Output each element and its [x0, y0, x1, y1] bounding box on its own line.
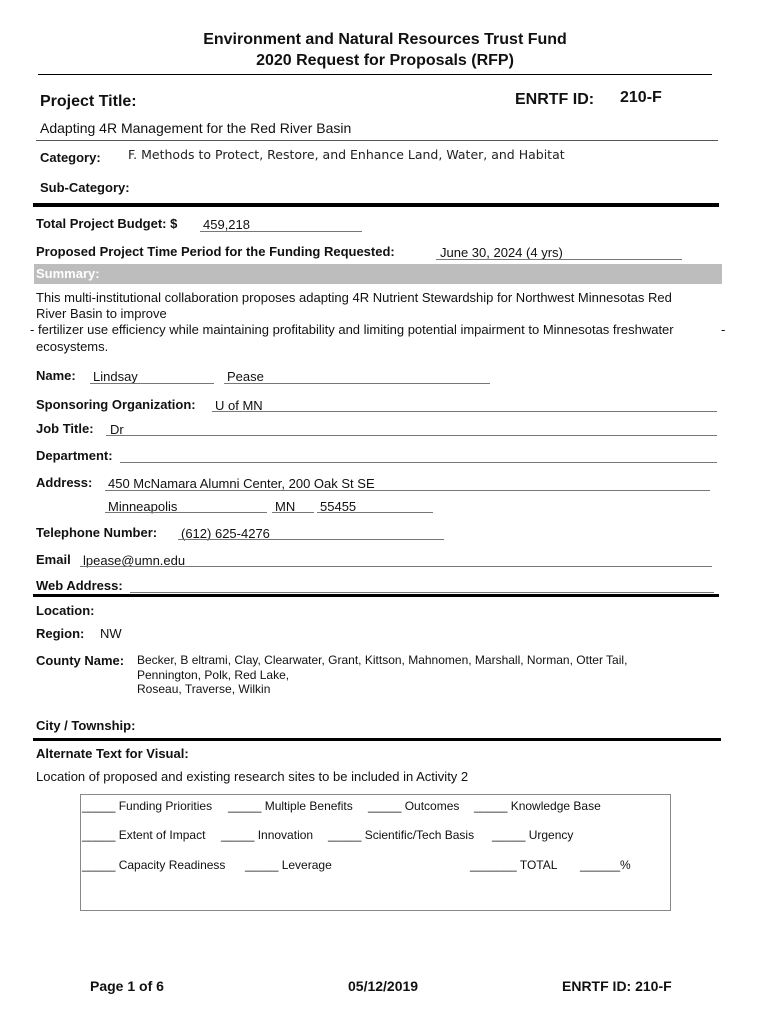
- telephone-underline: [178, 539, 444, 540]
- category-value[interactable]: F. Methods to Protect, Restore, and Enhance Land, Water, and Habitat: [128, 147, 565, 162]
- section-divider-thick: [33, 203, 719, 207]
- project-title-label: Project Title:: [40, 93, 137, 110]
- score-extent-of-impact[interactable]: _____ Extent of Impact: [82, 828, 206, 842]
- region-value[interactable]: NW: [100, 626, 122, 641]
- zip-field[interactable]: 55455: [320, 499, 357, 514]
- footer-date: 05/12/2019: [348, 978, 419, 994]
- zip-underline: [317, 512, 433, 513]
- department-label: Department:: [36, 448, 113, 463]
- score-funding-priorities[interactable]: _____ Funding Priorities: [82, 799, 213, 813]
- organization-field[interactable]: U of MN: [215, 398, 263, 413]
- header-divider: [38, 74, 712, 75]
- budget-underline: [200, 231, 362, 232]
- score-percent[interactable]: ______%: [580, 858, 631, 872]
- enrtf-id-value[interactable]: 210-F: [620, 89, 662, 106]
- title-divider: [36, 140, 718, 141]
- name-label: Name:: [36, 368, 76, 383]
- email-label: Email: [36, 552, 71, 567]
- department-underline: [120, 462, 717, 463]
- time-period-underline: [436, 259, 682, 260]
- telephone-label: Telephone Number:: [36, 525, 158, 540]
- score-outcomes[interactable]: _____ Outcomes: [368, 799, 460, 813]
- state-underline: [272, 512, 314, 513]
- footer-page-number: Page 1 of 6: [90, 978, 164, 994]
- summary-label: Summary:: [36, 266, 100, 281]
- time-period-value[interactable]: June 30, 2024 (4 yrs): [440, 245, 563, 260]
- summary-dash-right: -: [721, 322, 726, 337]
- first-name-field[interactable]: Lindsay: [93, 369, 138, 384]
- alt-text-value: Location of proposed and existing research sites to be included in Activity 2: [36, 769, 469, 784]
- county-line-2: Pennington, Polk, Red Lake,: [137, 668, 290, 682]
- first-name-underline: [90, 383, 214, 384]
- form-header-title: Environment and Natural Resources Trust Fund: [203, 31, 567, 48]
- organization-label: Sponsoring Organization:: [36, 397, 196, 412]
- score-capacity-readiness[interactable]: _____ Capacity Readiness: [82, 858, 226, 872]
- city-township-label: City / Township:: [36, 718, 136, 733]
- budget-label: Total Project Budget: $: [36, 216, 178, 231]
- job-title-underline: [106, 435, 717, 436]
- category-label: Category:: [40, 150, 101, 165]
- score-leverage[interactable]: _____ Leverage: [245, 858, 332, 872]
- job-title-label: Job Title:: [36, 421, 94, 436]
- job-title-field[interactable]: Dr: [110, 422, 124, 437]
- state-field[interactable]: MN: [275, 499, 296, 514]
- last-name-underline: [224, 383, 490, 384]
- location-label: Location:: [36, 603, 95, 618]
- location-divider-thick: [33, 738, 721, 741]
- telephone-field[interactable]: (612) 625-4276: [181, 526, 270, 541]
- last-name-field[interactable]: Pease: [227, 369, 264, 384]
- summary-dash-left: -: [30, 322, 35, 337]
- county-line-3: Roseau, Traverse, Wilkin: [137, 682, 271, 696]
- region-label: Region:: [36, 626, 85, 641]
- footer-enrtf-id: ENRTF ID: 210-F: [562, 978, 672, 994]
- form-header-subtitle: 2020 Request for Proposals (RFP): [256, 52, 514, 69]
- enrtf-id-label: ENRTF ID:: [515, 91, 595, 108]
- organization-underline: [212, 411, 717, 412]
- subcategory-label: Sub-Category:: [40, 180, 130, 195]
- score-urgency[interactable]: _____ Urgency: [492, 828, 574, 842]
- summary-line-3: fertilizer use efficiency while maintaining profitability and limiting potential impairment to Minnesotas freshwater: [38, 322, 674, 337]
- contact-divider-thick: [33, 594, 719, 597]
- county-line-1: Becker, B eltrami, Clay, Clearwater, Grant, Kittson, Mahnomen, Marshall, Norman, Otter Tail,: [137, 653, 628, 667]
- summary-line-4: ecosystems.: [36, 339, 109, 354]
- score-multiple-benefits[interactable]: _____ Multiple Benefits: [228, 799, 353, 813]
- score-scientific-tech-basis[interactable]: _____ Scientific/Tech Basis: [328, 828, 475, 842]
- city-field[interactable]: Minneapolis: [108, 499, 178, 514]
- email-underline: [80, 566, 712, 567]
- score-innovation[interactable]: _____ Innovation: [221, 828, 314, 842]
- score-knowledge-base[interactable]: _____ Knowledge Base: [474, 799, 601, 813]
- alt-text-label: Alternate Text for Visual:: [36, 746, 189, 761]
- email-field[interactable]: lpease@umn.edu: [83, 553, 186, 568]
- city-underline: [105, 512, 267, 513]
- time-period-label: Proposed Project Time Period for the Funding Requested:: [36, 244, 395, 259]
- score-total[interactable]: _______ TOTAL: [470, 858, 558, 872]
- budget-value[interactable]: 459,218: [203, 217, 250, 232]
- address-field[interactable]: 450 McNamara Alumni Center, 200 Oak St SE: [108, 476, 375, 491]
- summary-line-1: This multi-institutional collaboration proposes adapting 4R Nutrient Stewardship for Northwest Minnesotas Red: [36, 290, 672, 305]
- address-underline: [105, 490, 710, 491]
- address-label: Address:: [36, 475, 93, 490]
- web-address-underline: [130, 592, 714, 593]
- project-title-value[interactable]: Adapting 4R Management for the Red River Basin: [40, 120, 352, 136]
- web-address-label: Web Address:: [36, 578, 123, 593]
- county-label: County Name:: [36, 653, 125, 668]
- summary-header-bar: [34, 264, 722, 284]
- summary-line-2: River Basin to improve: [36, 306, 167, 321]
